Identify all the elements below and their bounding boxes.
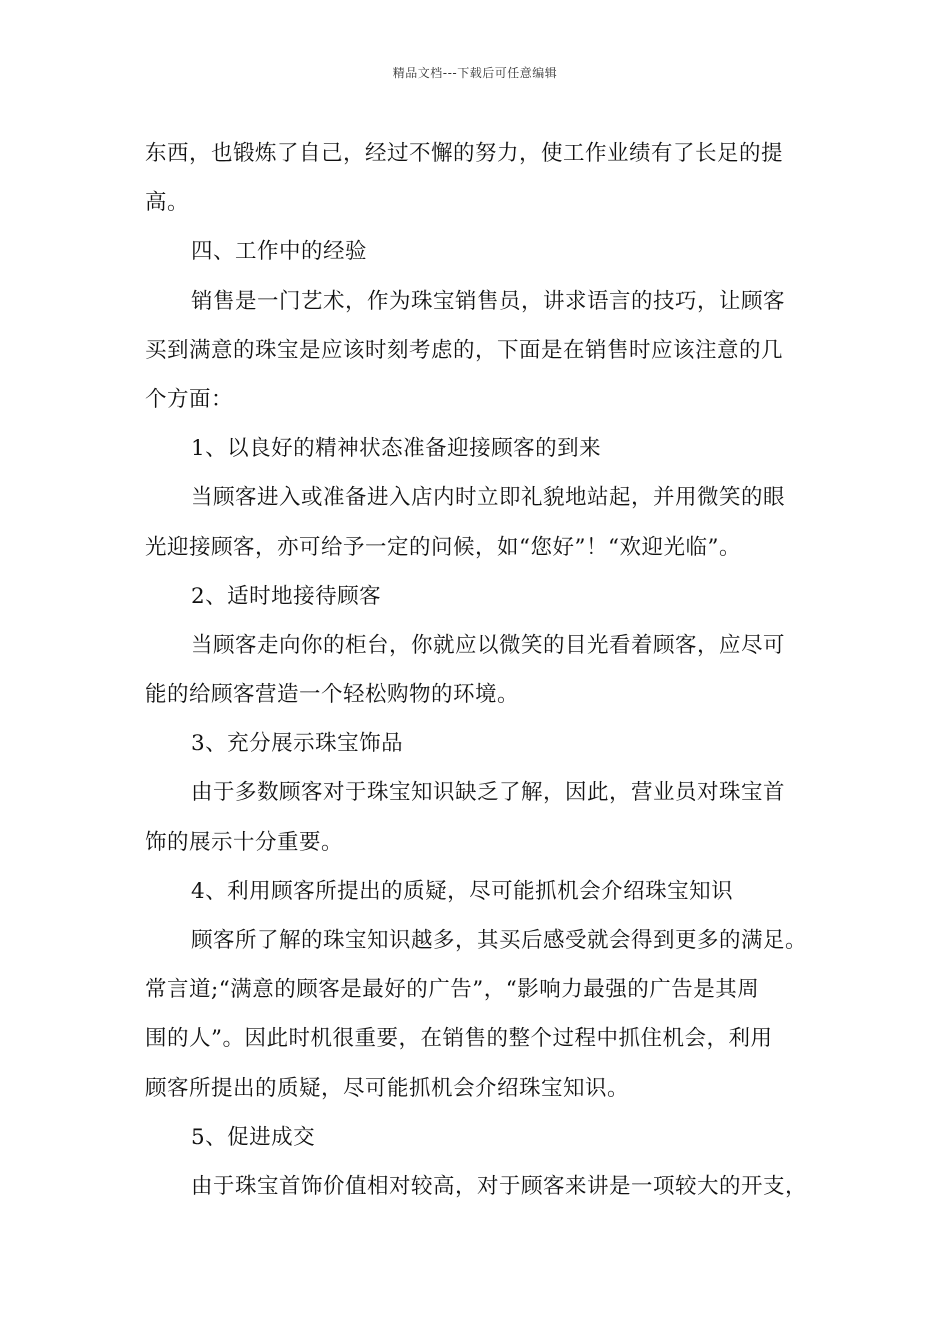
body-line: 买到满意的珠宝是应该时刻考虑的，下面是在销售时应该注意的几 (145, 337, 784, 363)
body-line: 光迎接顾客，亦可给予一定的问候，如“您好”！“欢迎光临”。 (145, 534, 741, 560)
body-line: 当顾客进入或准备进入店内时立即礼貌地站起，并用微笑的眼 (191, 485, 786, 511)
body-line: 饰的展示十分重要。 (145, 829, 344, 855)
numbered-heading: 5、促进成交 (191, 1124, 316, 1150)
numbered-heading: 4、利用顾客所提出的质疑，尽可能抓机会介绍珠宝知识 (191, 878, 734, 904)
body-line: 销售是一门艺术，作为珠宝销售员，讲求语言的技巧，让顾客 (191, 288, 786, 314)
body-line: 当顾客走向你的柜台，你就应以微笑的目光看着顾客，应尽可 (191, 632, 786, 658)
numbered-heading: 3、充分展示珠宝饰品 (191, 731, 404, 757)
body-line: 高。 (145, 190, 190, 216)
body-line: 围的人”。因此时机很重要，在销售的整个过程中抓住机会，利用 (145, 1026, 773, 1052)
document-body (145, 129, 835, 1211)
page-header: 精品文档---下载后可任意编辑 (392, 66, 558, 80)
body-line: 个方面： (145, 386, 234, 412)
section-heading: 四、工作中的经验 (191, 239, 368, 265)
numbered-heading: 2、适时地接待顾客 (191, 583, 382, 609)
body-line: 常言道;“满意的顾客是最好的广告”，“影响力最强的广告是其周 (145, 977, 760, 1003)
body-line: 由于多数顾客对于珠宝知识缺乏了解，因此，营业员对珠宝首 (191, 780, 786, 806)
body-line: 顾客所提出的质疑，尽可能抓机会介绍珠宝知识。 (145, 1075, 630, 1101)
numbered-heading: 1、以良好的精神状态准备迎接顾客的到来 (191, 436, 602, 462)
body-line: 能的给顾客营造一个轻松购物的环境。 (145, 682, 520, 708)
body-line: 由于珠宝首饰价值相对较高，对于顾客来讲是一项较大的开支， (191, 1173, 808, 1199)
body-line: 东西，也锻炼了自己，经过不懈的努力，使工作业绩有了长足的提 (145, 141, 784, 166)
body-line: 顾客所了解的珠宝知识越多，其买后感受就会得到更多的满足。 (191, 928, 808, 953)
